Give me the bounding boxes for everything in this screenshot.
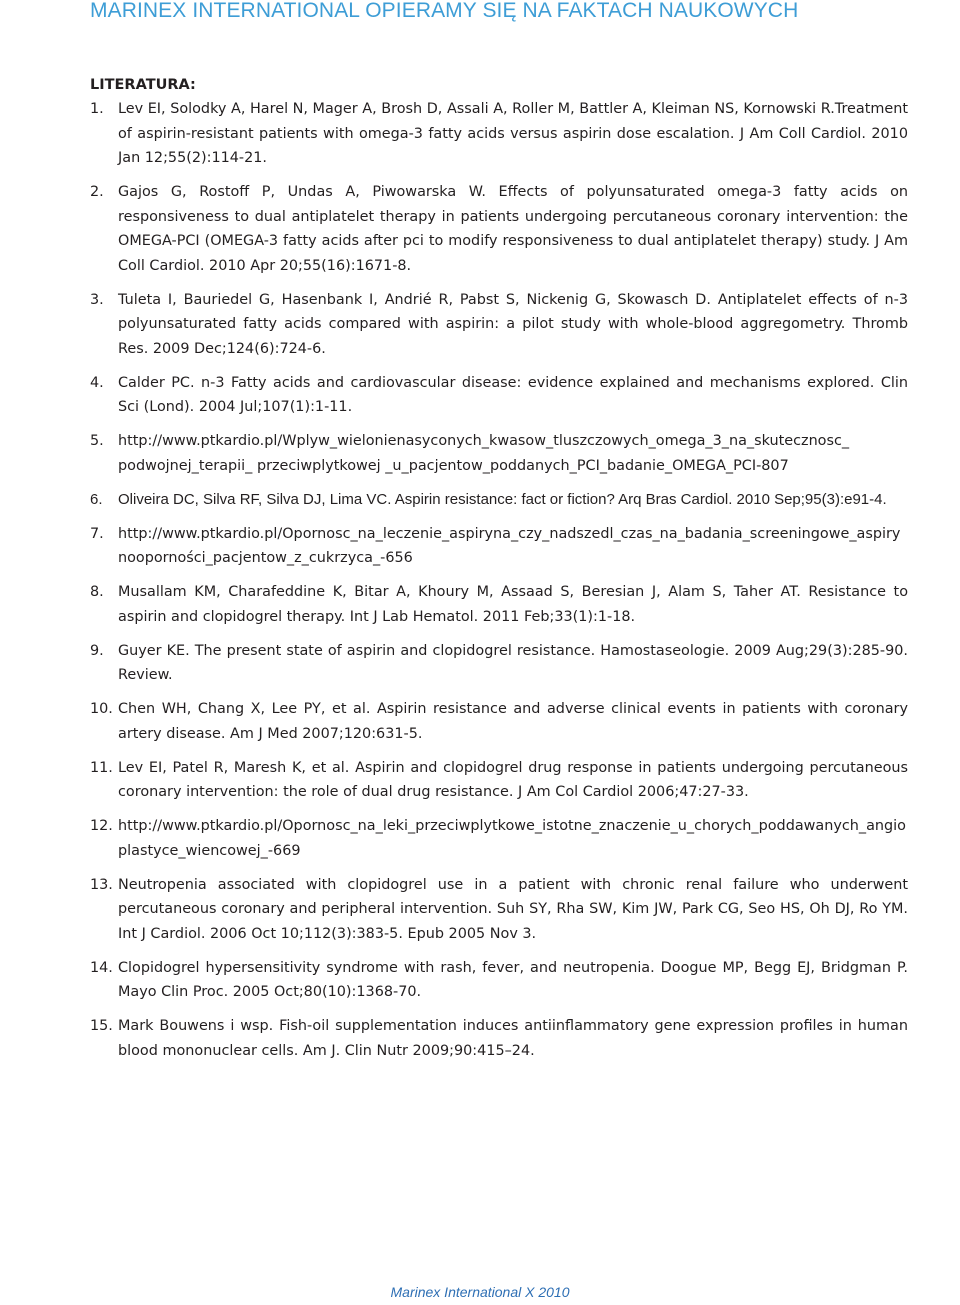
reference-number: 9.: [90, 642, 104, 659]
reference-item: [90, 488, 908, 513]
reference-item: [90, 97, 908, 171]
reference-number: 3.: [90, 291, 104, 308]
reference-number: 7.: [90, 525, 104, 542]
reference-number: 1.: [90, 101, 104, 117]
reference-list: [90, 97, 908, 1073]
reference-item: [90, 756, 908, 805]
reference-item: [90, 1014, 908, 1063]
reference-text: Guyer KE. The present state of aspirin and clopidogrel resistance. Hamostaseologie. 2009 Aug;29(3):285-90. Review.: [118, 642, 908, 683]
reference-link[interactable]: http://www.ptkardio.pl/Wplyw_wielonienasyconych_kwasow_tluszczowych_omega_3_na_skutecznosc_ podwojnej_terapii_ przeciwplytkowej _u_pacjentow_poddanych_PCI_badanie_OMEGA_PCI-807: [118, 433, 850, 474]
reference-text: Calder PC. n-3 Fatty acids and cardiovascular disease: evidence explained and mechanisms explored. Clin Sci (Lond). 2004 Jul;107(1):1-11.: [118, 374, 908, 415]
reference-number: 10.: [90, 701, 113, 717]
reference-number: 12.: [90, 818, 113, 834]
page-footer: Marinex International X 2010: [390, 1284, 570, 1300]
reference-item: [90, 371, 908, 420]
reference-number: 8.: [90, 584, 104, 600]
reference-item: [90, 580, 908, 629]
reference-text: Neutropenia associated with clopidogrel use in a patient with chronic renal failure who underwent percutaneous coronary and peripheral intervention. Suh SY, Rha SW, Kim JW, Park CG, Seo HS, Oh DJ, Ro YM. Int J Cardiol. 2006 Oct 10;112(3):383-5. Epub 2005 Nov 3.: [118, 876, 908, 942]
reference-item: [90, 697, 908, 746]
reference-text: Oliveira DC, Silva RF, Silva DJ, Lima VC. Aspirin resistance: fact or fiction? Arq Bras Cardiol. 2010 Sep;95(3):e91-4.: [118, 490, 887, 508]
reference-text: Mark Bouwens i wsp. Fish-oil supplementation induces antiinflammatory gene expression profiles in human blood mononuclear cells. Am J. Clin Nutr 2009;90:415–24.: [118, 1018, 908, 1059]
reference-number: 2.: [90, 184, 104, 200]
reference-link[interactable]: http://www.ptkardio.pl/Opornosc_na_leczenie_aspiryna_czy_nadszedl_czas_na_badania_screeningowe_aspirynooporności_pacjentow_z_cukrzyca_-656: [118, 525, 901, 566]
reference-number: 15.: [90, 1018, 113, 1034]
reference-link[interactable]: http://www.ptkardio.pl/Opornosc_na_leki_przeciwplytkowe_istotne_znaczenie_u_chorych_poddawanych_angioplastyce_wiencowej_-669: [118, 818, 906, 859]
reference-number: 13.: [90, 876, 113, 893]
reference-number: 6.: [90, 490, 103, 508]
page-header-title: MARINEX INTERNATIONAL OPIERAMY SIĘ NA FAKTACH NAUKOWYCH: [90, 0, 799, 22]
reference-item: [90, 522, 908, 571]
reference-text: Chen WH, Chang X, Lee PY, et al. Aspirin resistance and adverse clinical events in patients with coronary artery disease. Am J Med 2007;120:631-5.: [118, 701, 908, 742]
reference-number: 11.: [90, 759, 113, 776]
reference-number: 5.: [90, 433, 104, 449]
section-heading: LITERATURA:: [90, 77, 196, 93]
reference-item: [90, 429, 908, 478]
reference-item: [90, 814, 908, 863]
reference-text: Tuleta I, Bauriedel G, Hasenbank I, Andrié R, Pabst S, Nickenig G, Skowasch D. Antiplatelet effects of n-3 polyunsaturated fatty acids compared with aspirin: a pilot study with whole-blood aggregometry. Thromb Res. 2009 Dec;124(6):724-6.: [118, 291, 908, 357]
reference-item: [90, 956, 908, 1005]
reference-text: Lev EI, Solodky A, Harel N, Mager A, Brosh D, Assali A, Roller M, Battler A, Kleiman NS, Kornowski R.Treatment of aspirin-resistant patients with omega-3 fatty acids versus aspirin dose escalation. J Am Coll Cardiol. 2010 Jan 12;55(2):114-21.: [118, 101, 908, 166]
reference-item: [90, 873, 908, 947]
reference-item: [90, 639, 908, 688]
reference-text: Musallam KM, Charafeddine K, Bitar A, Khoury M, Assaad S, Beresian J, Alam S, Taher AT. Resistance to aspirin and clopidogrel therapy. Int J Lab Hematol. 2011 Feb;33(1):1-18.: [118, 584, 908, 625]
reference-number: 14.: [90, 959, 113, 976]
reference-number: 4.: [90, 374, 104, 391]
reference-item: [90, 180, 908, 278]
reference-item: [90, 288, 908, 362]
reference-text: Lev EI, Patel R, Maresh K, et al. Aspirin and clopidogrel drug response in patients undergoing percutaneous coronary intervention: the role of dual drug resistance. J Am Col Cardiol 2006;47:27-33.: [118, 759, 908, 800]
reference-text: Gajos G, Rostoff P, Undas A, Piwowarska W. Effects of polyunsaturated omega-3 fatty acids on responsiveness to dual antiplatelet therapy in patients undergoing percutaneous coronary intervention: the OMEGA-PCI (OMEGA-3 fatty acids after pci to modify responsiveness to dual antiplatelet therapy) study. J Am Coll Cardiol. 2010 Apr 20;55(16):1671-8.: [118, 184, 908, 274]
reference-text: Clopidogrel hypersensitivity syndrome with rash, fever, and neutropenia. Doogue MP, Begg EJ, Bridgman P. Mayo Clin Proc. 2005 Oct;80(10):1368-70.: [118, 959, 908, 1000]
